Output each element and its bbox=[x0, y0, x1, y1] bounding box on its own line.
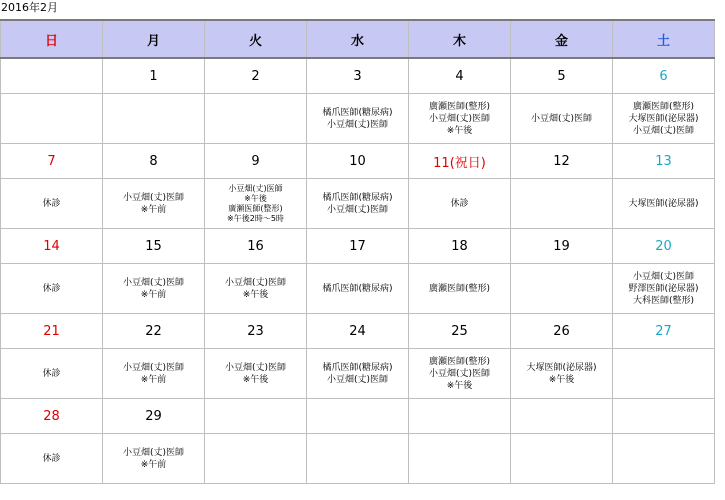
schedule-note: ※午前 bbox=[140, 374, 167, 385]
schedule-cell-mon bbox=[103, 94, 205, 144]
date-cell-fri[interactable]: 5 bbox=[511, 58, 613, 94]
date-cell-wed[interactable]: 17 bbox=[307, 229, 409, 264]
schedule-cell-sat bbox=[613, 264, 715, 314]
date-cell-thu[interactable]: 4 bbox=[409, 58, 511, 94]
weekday-header-tue: 火 bbox=[205, 20, 307, 58]
schedule-note: 小豆畑(丈)医師 bbox=[326, 119, 389, 130]
schedule-cell-thu bbox=[409, 434, 511, 484]
schedule-note: 小豆畑(丈)医師 bbox=[228, 183, 283, 193]
schedule-note: 小豆畑(丈)医師 bbox=[326, 374, 389, 385]
schedule-cell-sat bbox=[613, 94, 715, 144]
week-5-schedule-row bbox=[1, 434, 715, 484]
schedule-note: 小豆畑(丈)医師 bbox=[224, 362, 287, 373]
week-3-date-row bbox=[1, 229, 715, 264]
schedule-cell-sun bbox=[1, 264, 103, 314]
weekday-header-mon: 月 bbox=[103, 20, 205, 58]
date-cell-thu[interactable]: 18 bbox=[409, 229, 511, 264]
date-cell-sat bbox=[613, 399, 715, 434]
schedule-note: 大塚医師(泌尿器) bbox=[628, 198, 699, 209]
schedule-note: 小豆畑(丈)医師 bbox=[632, 125, 695, 136]
schedule-note: ※午後 bbox=[446, 380, 473, 391]
date-cell-sun[interactable]: 7 bbox=[1, 144, 103, 179]
schedule-note: 休診 bbox=[42, 453, 61, 464]
schedule-note: 橘爪医師(糖尿病) bbox=[322, 283, 393, 294]
date-cell-sat[interactable]: 20 bbox=[613, 229, 715, 264]
weekday-header-fri: 金 bbox=[511, 20, 613, 58]
schedule-note: 小豆畑(丈)医師 bbox=[326, 204, 389, 215]
schedule-note: ※午後 bbox=[244, 193, 267, 203]
schedule-cell-mon bbox=[103, 264, 205, 314]
schedule-note: ※午後 bbox=[446, 125, 473, 136]
schedule-note: 小豆畑(丈)医師 bbox=[122, 277, 185, 288]
date-cell-thu bbox=[409, 399, 511, 434]
schedule-cell-thu bbox=[409, 264, 511, 314]
schedule-cell-fri bbox=[511, 349, 613, 399]
schedule-note: ※午後 bbox=[242, 289, 269, 300]
schedule-note: ※午後2時～5時 bbox=[227, 213, 284, 223]
date-cell-sun bbox=[1, 58, 103, 94]
date-cell-mon[interactable]: 8 bbox=[103, 144, 205, 179]
schedule-note: 休診 bbox=[42, 198, 61, 209]
date-cell-tue[interactable]: 9 bbox=[205, 144, 307, 179]
schedule-note: 休診 bbox=[450, 198, 469, 209]
date-cell-tue[interactable]: 23 bbox=[205, 314, 307, 349]
schedule-note: 廣瀬医師(整形) bbox=[428, 283, 491, 294]
week-4-schedule-row bbox=[1, 349, 715, 399]
schedule-cell-wed bbox=[307, 94, 409, 144]
schedule-cell-thu bbox=[409, 179, 511, 229]
date-cell-thu[interactable]: 25 bbox=[409, 314, 511, 349]
date-cell-sun[interactable]: 21 bbox=[1, 314, 103, 349]
schedule-cell-fri bbox=[511, 434, 613, 484]
weekday-header-sat: 土 bbox=[613, 20, 715, 58]
schedule-cell-tue bbox=[205, 349, 307, 399]
schedule-cell-sat bbox=[613, 349, 715, 399]
schedule-cell-thu bbox=[409, 94, 511, 144]
schedule-cell-tue bbox=[205, 179, 307, 229]
date-cell-sat[interactable]: 27 bbox=[613, 314, 715, 349]
schedule-cell-thu bbox=[409, 349, 511, 399]
weekday-header-thu: 木 bbox=[409, 20, 511, 58]
schedule-note: 小豆畑(丈)医師 bbox=[122, 192, 185, 203]
schedule-note: 橘爪医師(糖尿病) bbox=[322, 192, 393, 203]
weekday-header-row bbox=[1, 20, 715, 58]
schedule-note: 廣瀬医師(整形) bbox=[632, 101, 695, 112]
schedule-note: 大塚医師(泌尿器) bbox=[526, 362, 597, 373]
date-cell-sun[interactable]: 28 bbox=[1, 399, 103, 434]
date-cell-wed bbox=[307, 399, 409, 434]
schedule-note: 大塚医師(泌尿器) bbox=[628, 113, 699, 124]
schedule-cell-tue bbox=[205, 264, 307, 314]
schedule-cell-sun bbox=[1, 179, 103, 229]
date-cell-thu[interactable]: 11(祝日) bbox=[409, 144, 511, 179]
schedule-note: 休診 bbox=[42, 368, 61, 379]
schedule-note: 小豆畑(丈)医師 bbox=[122, 362, 185, 373]
schedule-cell-wed bbox=[307, 264, 409, 314]
week-1-schedule-row bbox=[1, 94, 715, 144]
week-4-date-row bbox=[1, 314, 715, 349]
schedule-cell-mon bbox=[103, 434, 205, 484]
schedule-cell-sun bbox=[1, 94, 103, 144]
schedule-note: 廣瀬医師(整形) bbox=[228, 203, 283, 213]
schedule-cell-wed bbox=[307, 179, 409, 229]
date-cell-tue bbox=[205, 399, 307, 434]
date-cell-wed[interactable]: 10 bbox=[307, 144, 409, 179]
schedule-cell-tue bbox=[205, 434, 307, 484]
schedule-note: ※午後 bbox=[242, 374, 269, 385]
week-5-date-row bbox=[1, 399, 715, 434]
weekday-header-wed: 水 bbox=[307, 20, 409, 58]
schedule-cell-sun bbox=[1, 434, 103, 484]
schedule-note: ※午前 bbox=[140, 459, 167, 470]
date-cell-tue[interactable]: 2 bbox=[205, 58, 307, 94]
schedule-cell-mon bbox=[103, 179, 205, 229]
schedule-cell-sat bbox=[613, 434, 715, 484]
schedule-cell-sat bbox=[613, 179, 715, 229]
schedule-cell-wed bbox=[307, 349, 409, 399]
schedule-note: 橘爪医師(糖尿病) bbox=[322, 107, 393, 118]
week-2-schedule-row bbox=[1, 179, 715, 229]
date-cell-fri[interactable]: 26 bbox=[511, 314, 613, 349]
week-2-date-row bbox=[1, 144, 715, 179]
schedule-note: ※午前 bbox=[140, 204, 167, 215]
schedule-note: 橘爪医師(糖尿病) bbox=[322, 362, 393, 373]
date-cell-tue[interactable]: 16 bbox=[205, 229, 307, 264]
schedule-note: 休診 bbox=[42, 283, 61, 294]
schedule-note: ※午前 bbox=[140, 289, 167, 300]
schedule-cell-fri bbox=[511, 179, 613, 229]
schedule-note: 廣瀬医師(整形) bbox=[428, 101, 491, 112]
schedule-note: 野澤医師(泌尿器) bbox=[628, 283, 699, 294]
month-title: 2016年2月 bbox=[1, 1, 58, 14]
week-1-date-row bbox=[1, 58, 715, 94]
schedule-note: 小豆畑(丈)医師 bbox=[224, 277, 287, 288]
schedule-note: ※午後 bbox=[548, 374, 575, 385]
date-cell-fri bbox=[511, 399, 613, 434]
date-cell-wed[interactable]: 3 bbox=[307, 58, 409, 94]
schedule-cell-wed bbox=[307, 434, 409, 484]
date-cell-mon[interactable]: 15 bbox=[103, 229, 205, 264]
schedule-note: 小豆畑(丈)医師 bbox=[122, 447, 185, 458]
schedule-note: 小豆畑(丈)医師 bbox=[632, 271, 695, 282]
week-3-schedule-row bbox=[1, 264, 715, 314]
date-cell-sun[interactable]: 14 bbox=[1, 229, 103, 264]
date-cell-fri[interactable]: 12 bbox=[511, 144, 613, 179]
schedule-note: 小豆畑(丈)医師 bbox=[428, 368, 491, 379]
schedule-cell-sun bbox=[1, 349, 103, 399]
schedule-cell-tue bbox=[205, 94, 307, 144]
date-cell-fri[interactable]: 19 bbox=[511, 229, 613, 264]
calendar-body bbox=[1, 58, 715, 484]
date-cell-mon[interactable]: 22 bbox=[103, 314, 205, 349]
date-cell-wed[interactable]: 24 bbox=[307, 314, 409, 349]
schedule-note: 大科医師(整形) bbox=[632, 295, 695, 306]
schedule-cell-fri bbox=[511, 94, 613, 144]
date-cell-sat[interactable]: 13 bbox=[613, 144, 715, 179]
schedule-cell-mon bbox=[103, 349, 205, 399]
schedule-note: 廣瀬医師(整形) bbox=[428, 356, 491, 367]
date-cell-sat[interactable]: 6 bbox=[613, 58, 715, 94]
schedule-cell-fri bbox=[511, 264, 613, 314]
date-cell-mon[interactable]: 1 bbox=[103, 58, 205, 94]
schedule-note: 小豆畑(丈)医師 bbox=[428, 113, 491, 124]
schedule-note: 小豆畑(丈)医師 bbox=[530, 113, 593, 124]
calendar-table bbox=[0, 19, 715, 484]
weekday-header-sun: 日 bbox=[1, 20, 103, 58]
date-cell-mon[interactable]: 29 bbox=[103, 399, 205, 434]
